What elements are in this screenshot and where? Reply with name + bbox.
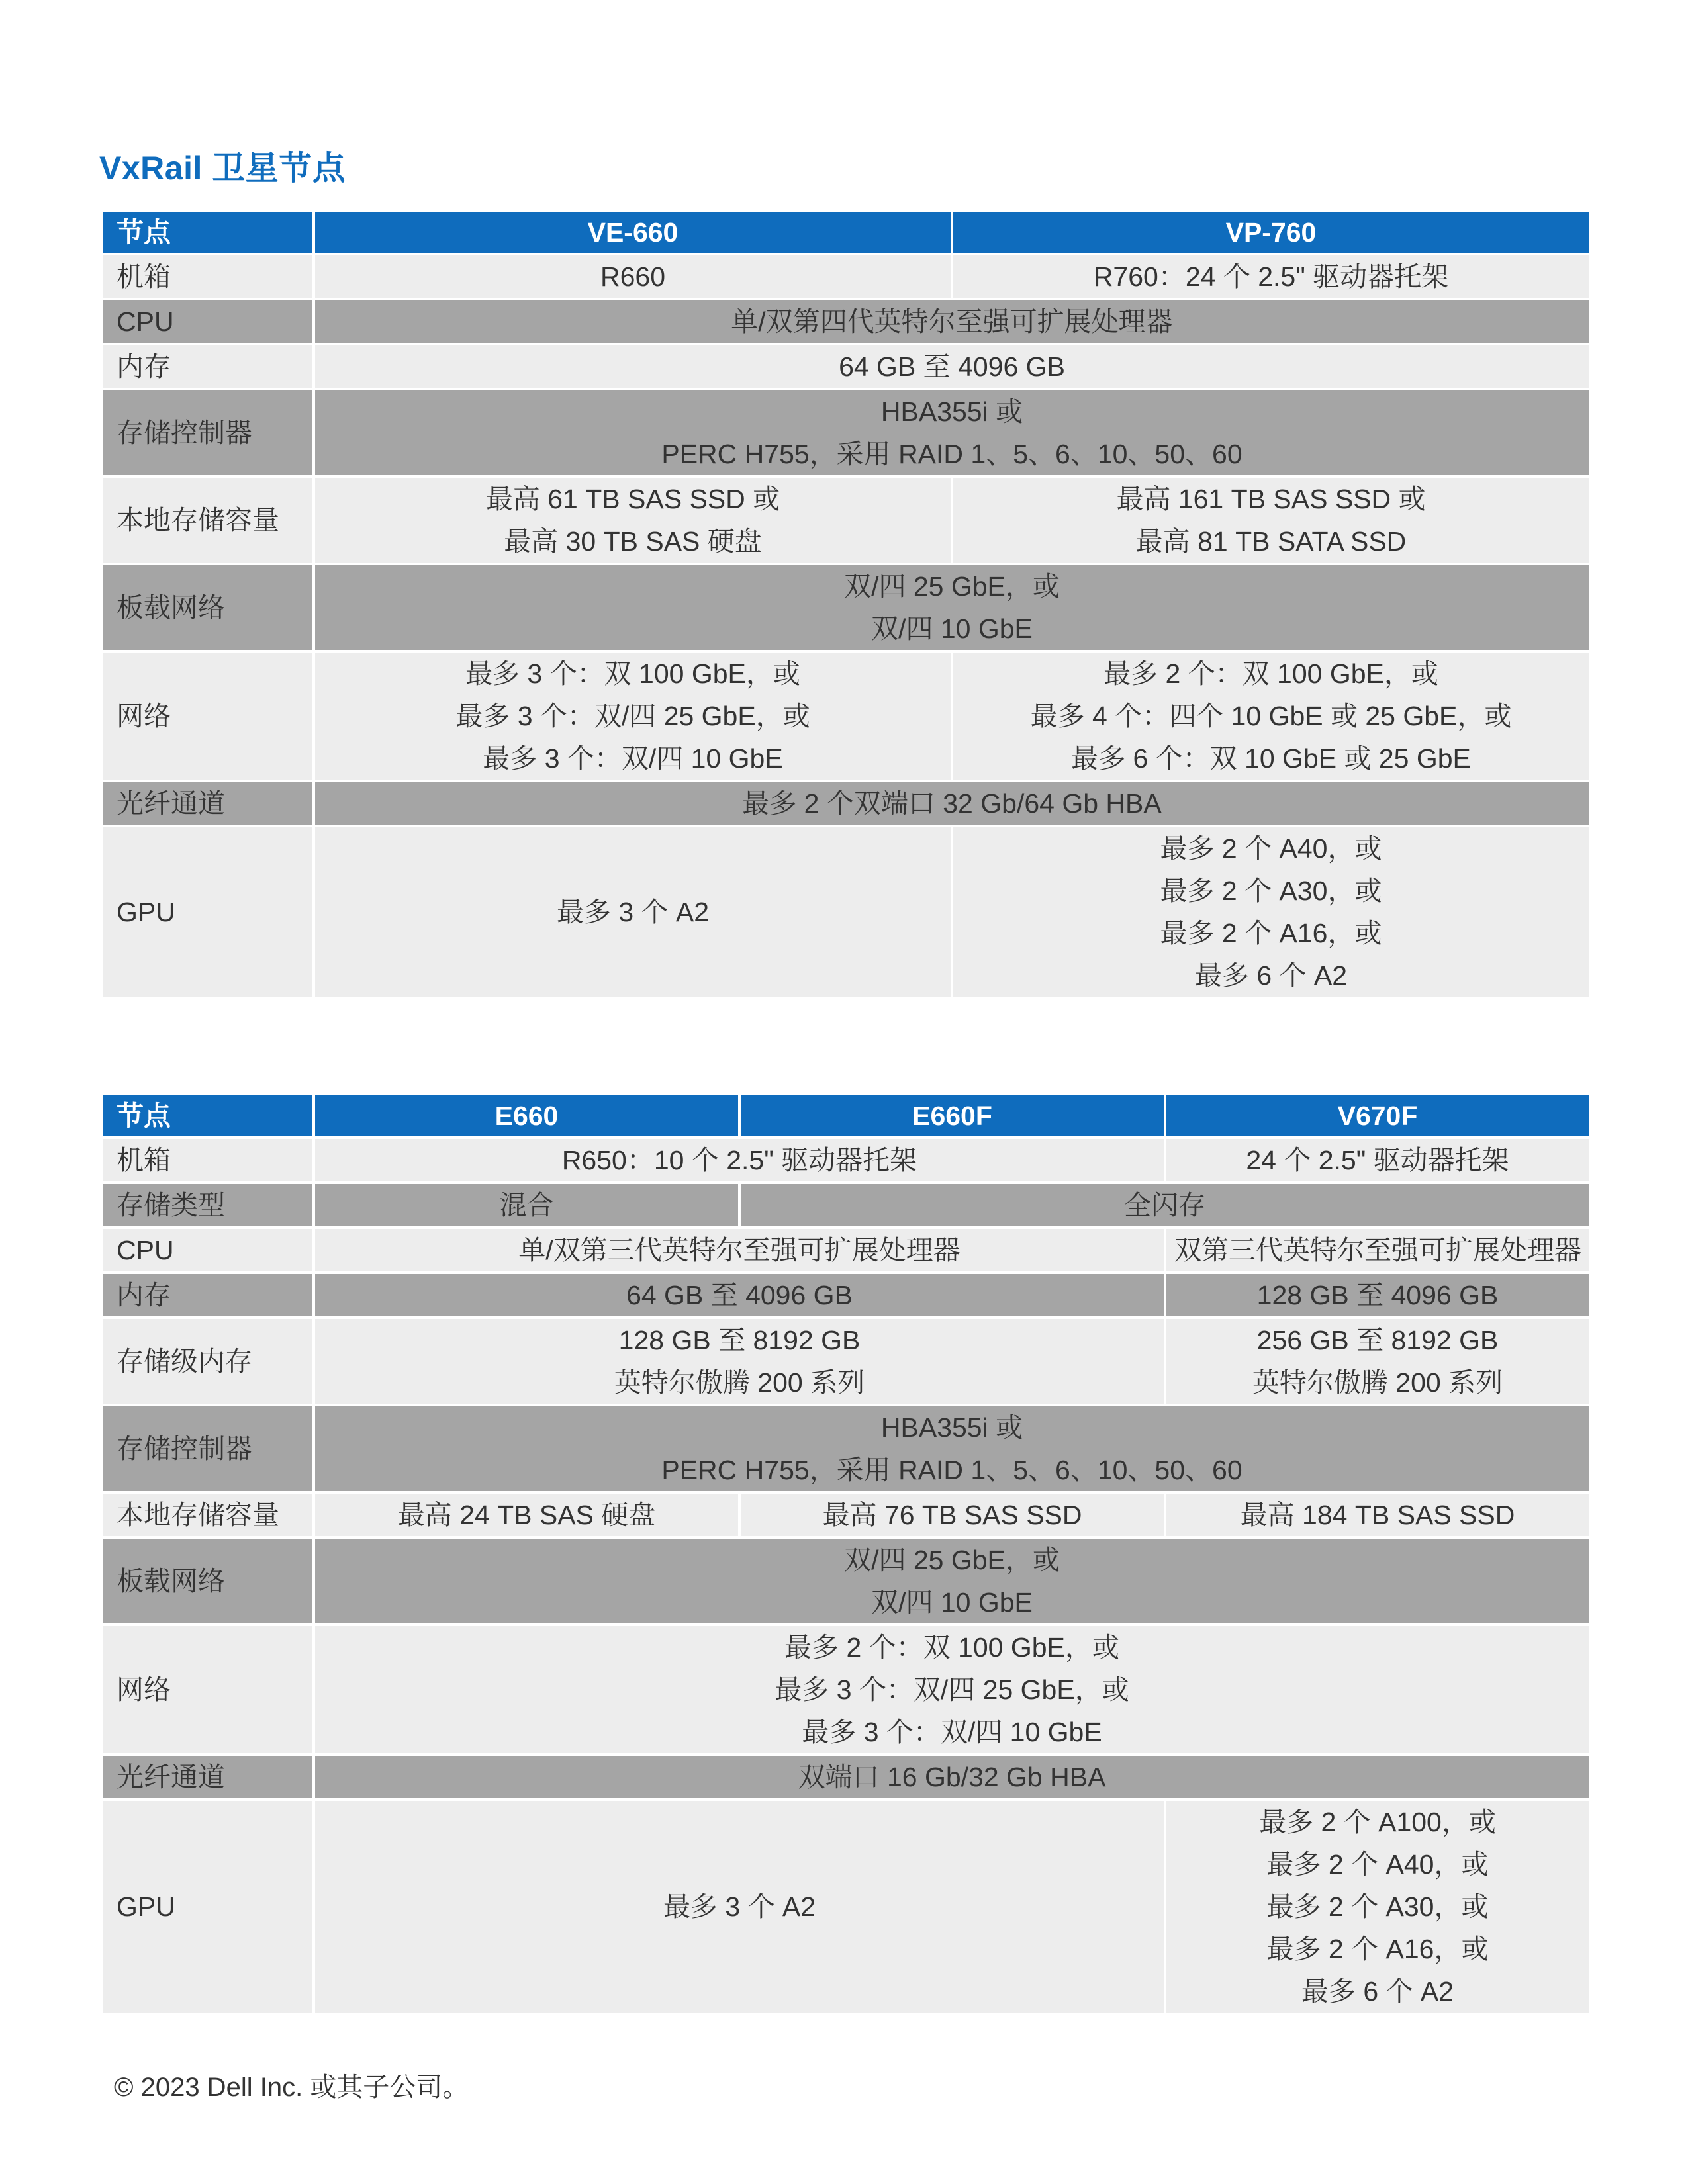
row-gpu bbox=[102, 826, 1590, 998]
cell-line: 最多 3 个：双/四 10 GbE bbox=[802, 1717, 1102, 1747]
row-label: CPU bbox=[102, 1228, 314, 1273]
header-node: 节点 bbox=[102, 1094, 314, 1138]
cell-ve660: 最多 3 个 A2 bbox=[314, 826, 952, 998]
row-label: 网络 bbox=[102, 1625, 314, 1754]
cell-v670f: 最高 184 TB SAS SSD bbox=[1165, 1492, 1590, 1537]
cell-e660f: 最高 76 TB SAS SSD bbox=[739, 1492, 1165, 1537]
cell-line: 128 GB 至 8192 GB bbox=[618, 1325, 861, 1355]
header-ve660: VE-660 bbox=[314, 210, 952, 254]
cell-line: 最多 4 个：四个 10 GbE 或 25 GbE，或 bbox=[1030, 701, 1512, 731]
row-label: 板载网络 bbox=[102, 564, 314, 651]
row-storage-controller bbox=[102, 1405, 1590, 1492]
cell-line: 最多 2 个 A16，或 bbox=[1266, 1934, 1489, 1964]
cell-line: 最高 161 TB SAS SSD 或 bbox=[1116, 484, 1426, 514]
cell-line: 最高 81 TB SATA SSD bbox=[1135, 526, 1407, 557]
cell-line: 双/四 25 GbE，或 bbox=[844, 1545, 1060, 1575]
cell-line: 英特尔傲腾 200 系列 bbox=[1252, 1367, 1503, 1398]
row-label: 存储类型 bbox=[102, 1183, 314, 1228]
row-network bbox=[102, 1625, 1590, 1754]
cell-e660-e660f: R650：10 个 2.5" 驱动器托架 bbox=[314, 1138, 1165, 1183]
cell-e660-e660f: 最多 3 个 A2 bbox=[314, 1799, 1165, 2014]
cell-all bbox=[314, 389, 1590, 477]
row-label: 光纤通道 bbox=[102, 1754, 314, 1799]
cell-v670f: 128 GB 至 4096 GB bbox=[1165, 1273, 1590, 1318]
cell-vp760 bbox=[952, 477, 1590, 564]
cell-line: 最多 2 个：双 100 GbE，或 bbox=[1103, 659, 1438, 689]
row-local-storage bbox=[102, 477, 1590, 564]
cell-v670f: 双第三代英特尔至强可扩展处理器 bbox=[1165, 1228, 1590, 1273]
cell-v670f: 24 个 2.5" 驱动器托架 bbox=[1165, 1138, 1590, 1183]
row-gpu bbox=[102, 1799, 1590, 2014]
cell-all: 单/双第四代英特尔至强可扩展处理器 bbox=[314, 299, 1590, 344]
cell-e660f-v670f: 全闪存 bbox=[739, 1183, 1590, 1228]
cell-line: 最多 3 个：双/四 10 GbE bbox=[483, 743, 783, 774]
cell-line: 双/四 25 GbE，或 bbox=[844, 571, 1060, 602]
row-label: 存储控制器 bbox=[102, 389, 314, 477]
cell-ve660: R660 bbox=[314, 254, 952, 299]
cell-line: 双/四 10 GbE bbox=[871, 1587, 1033, 1617]
cell-all: 64 GB 至 4096 GB bbox=[314, 344, 1590, 389]
row-chassis bbox=[102, 1138, 1590, 1183]
row-fibre-channel bbox=[102, 1754, 1590, 1799]
cell-e660-e660f bbox=[314, 1318, 1165, 1405]
cell-ve660 bbox=[314, 651, 952, 781]
row-label: 内存 bbox=[102, 344, 314, 389]
row-label: 板载网络 bbox=[102, 1537, 314, 1625]
header-v670f: V670F bbox=[1165, 1094, 1590, 1138]
row-memory bbox=[102, 344, 1590, 389]
page-title: VxRail 卫星节点 bbox=[99, 150, 346, 187]
cell-line: PERC H755，采用 RAID 1、5、6、10、50、60 bbox=[661, 1455, 1243, 1485]
row-label: 存储控制器 bbox=[102, 1405, 314, 1492]
cell-line: 最高 61 TB SAS SSD 或 bbox=[485, 484, 780, 514]
cell-line: 最多 6 个：双 10 GbE 或 25 GbE bbox=[1071, 743, 1471, 774]
row-cpu bbox=[102, 299, 1590, 344]
cell-all bbox=[314, 1625, 1590, 1754]
row-chassis bbox=[102, 254, 1590, 299]
cell-ve660 bbox=[314, 477, 952, 564]
cell-all bbox=[314, 564, 1590, 651]
row-label: GPU bbox=[102, 1799, 314, 2014]
cell-line: 最多 2 个：双 100 GbE，或 bbox=[784, 1632, 1119, 1662]
cell-line: 最多 3 个：双/四 25 GbE，或 bbox=[774, 1674, 1129, 1705]
cell-line: 双/四 10 GbE bbox=[871, 614, 1033, 644]
row-label: 机箱 bbox=[102, 254, 314, 299]
cell-line: 最多 6 个 A2 bbox=[1194, 960, 1348, 991]
cell-vp760 bbox=[952, 651, 1590, 781]
cell-all bbox=[314, 1405, 1590, 1492]
cell-e660-e660f: 64 GB 至 4096 GB bbox=[314, 1273, 1165, 1318]
row-fibre-channel bbox=[102, 781, 1590, 826]
cell-line: 最多 2 个 A16，或 bbox=[1160, 918, 1382, 948]
table-header-row bbox=[102, 1094, 1590, 1138]
satellite-node-table-2 bbox=[101, 1093, 1591, 2015]
row-label: 光纤通道 bbox=[102, 781, 314, 826]
row-local-storage bbox=[102, 1492, 1590, 1537]
cell-all: 双端口 16 Gb/32 Gb HBA bbox=[314, 1754, 1590, 1799]
row-label: 内存 bbox=[102, 1273, 314, 1318]
row-cpu bbox=[102, 1228, 1590, 1273]
header-e660: E660 bbox=[314, 1094, 739, 1138]
row-storage-controller bbox=[102, 389, 1590, 477]
cell-line: PERC H755，采用 RAID 1、5、6、10、50、60 bbox=[661, 439, 1243, 469]
cell-vp760 bbox=[952, 826, 1590, 998]
row-memory bbox=[102, 1273, 1590, 1318]
row-scm bbox=[102, 1318, 1590, 1405]
header-node: 节点 bbox=[102, 210, 314, 254]
table-header-row bbox=[102, 210, 1590, 254]
cell-line: 最多 2 个 A30，或 bbox=[1160, 876, 1382, 906]
row-label: CPU bbox=[102, 299, 314, 344]
row-onboard-network bbox=[102, 1537, 1590, 1625]
cell-line: 最多 2 个 A100，或 bbox=[1259, 1807, 1496, 1837]
row-label: 机箱 bbox=[102, 1138, 314, 1183]
row-onboard-network bbox=[102, 564, 1590, 651]
cell-all: 最多 2 个双端口 32 Gb/64 Gb HBA bbox=[314, 781, 1590, 826]
row-label: GPU bbox=[102, 826, 314, 998]
cell-line: 最多 3 个：双/四 25 GbE，或 bbox=[455, 701, 810, 731]
cell-line: 最多 6 个 A2 bbox=[1301, 1976, 1454, 2007]
cell-v670f bbox=[1165, 1799, 1590, 2014]
cell-line: 最多 3 个：双 100 GbE，或 bbox=[465, 659, 800, 689]
cell-all bbox=[314, 1537, 1590, 1625]
satellite-node-table-1 bbox=[101, 209, 1591, 999]
cell-line: 256 GB 至 8192 GB bbox=[1256, 1325, 1499, 1355]
cell-line: 最多 2 个 A40，或 bbox=[1266, 1849, 1489, 1880]
cell-line: HBA355i 或 bbox=[880, 396, 1023, 427]
copyright-footer: © 2023 Dell Inc. 或其子公司。 bbox=[114, 2073, 469, 2102]
cell-line: 英特尔傲腾 200 系列 bbox=[614, 1367, 865, 1398]
cell-line: HBA355i 或 bbox=[880, 1412, 1023, 1443]
cell-e660: 最高 24 TB SAS 硬盘 bbox=[314, 1492, 739, 1537]
cell-line: 最多 2 个 A40，或 bbox=[1160, 833, 1382, 864]
cell-e660-e660f: 单/双第三代英特尔至强可扩展处理器 bbox=[314, 1228, 1165, 1273]
cell-line: 最高 30 TB SAS 硬盘 bbox=[504, 526, 762, 557]
row-label: 存储级内存 bbox=[102, 1318, 314, 1405]
cell-e660: 混合 bbox=[314, 1183, 739, 1228]
cell-line: 最多 2 个 A30，或 bbox=[1266, 1891, 1489, 1922]
cell-vp760: R760：24 个 2.5" 驱动器托架 bbox=[952, 254, 1590, 299]
cell-v670f bbox=[1165, 1318, 1590, 1405]
header-e660f: E660F bbox=[739, 1094, 1165, 1138]
row-label: 本地存储容量 bbox=[102, 1492, 314, 1537]
row-network bbox=[102, 651, 1590, 781]
row-label: 本地存储容量 bbox=[102, 477, 314, 564]
row-label: 网络 bbox=[102, 651, 314, 781]
row-storage-type bbox=[102, 1183, 1590, 1228]
header-vp760: VP-760 bbox=[952, 210, 1590, 254]
